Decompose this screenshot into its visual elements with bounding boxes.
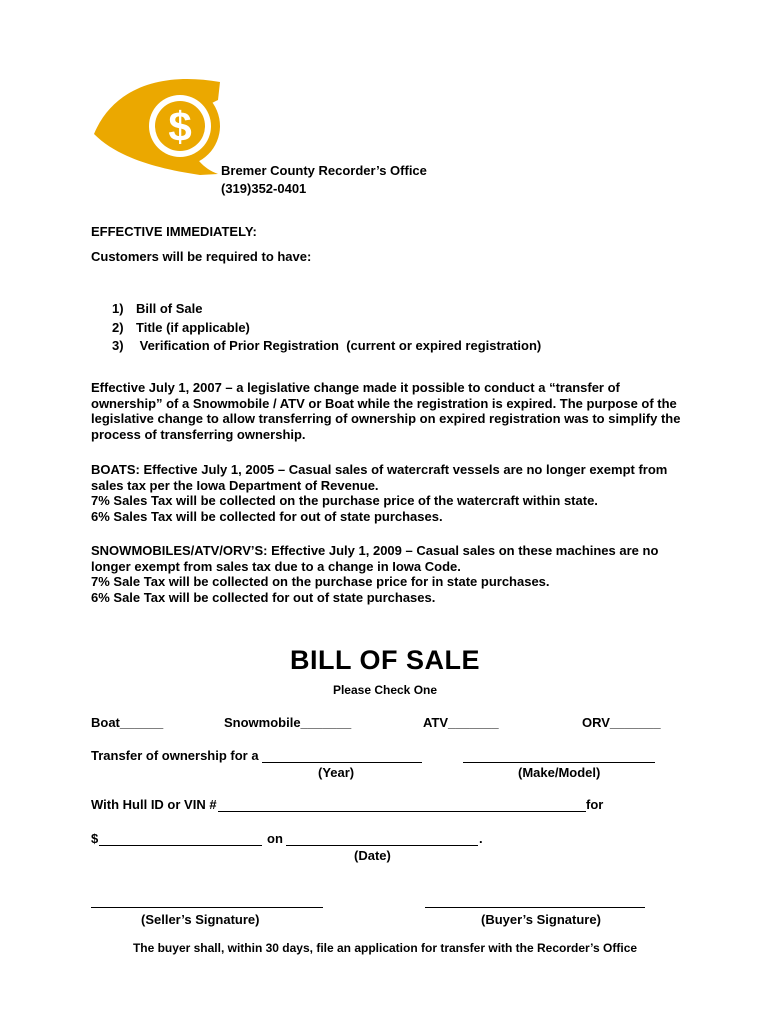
make-model-label: (Make/Model): [518, 765, 601, 780]
svg-text:$: $: [168, 103, 192, 150]
check-prompt: Please Check One: [332, 683, 438, 697]
list-item: 2) Title (if applicable): [112, 319, 250, 335]
dollar-label: $: [91, 831, 99, 846]
office-phone: (319)352-0401: [221, 181, 307, 196]
buyer-signature-field[interactable]: [425, 907, 645, 908]
make-model-field[interactable]: [463, 762, 655, 763]
date-field[interactable]: [286, 845, 478, 846]
paragraph-snowmobiles: SNOWMOBILES/ATV/ORV’S: Effective July 1, 2009 – Casual sales on these machines are no longer exempt from sales tax due to a change in Iowa Code. 7% Sale Tax will be collected on the purchase price for in state purchases. 6% Sale Tax will be collected for out of state purchases.: [91, 543, 659, 605]
transfer-label: Transfer of ownership for a: [91, 748, 259, 763]
office-name: Bremer County Recorder’s Office: [221, 163, 427, 178]
footer-note: The buyer shall, within 30 days, file an application for transfer with the Recorder’s Office: [132, 941, 638, 955]
bill-of-sale-title: BILL OF SALE: [289, 645, 480, 675]
dollar-logo-icon: [92, 72, 224, 176]
period: .: [479, 831, 483, 846]
price-field[interactable]: [99, 845, 262, 846]
paragraph-boats: BOATS: Effective July 1, 2005 – Casual sales of watercraft vessels are no longer exempt from sales tax per the Iowa Department of Revenue. 7% Sales Tax will be collected on the purchase price of the watercraft within state. 6% Sales Tax will be collected for out of state purchases.: [91, 462, 668, 524]
notice-heading: EFFECTIVE IMMEDIATELY:: [91, 224, 257, 239]
seller-signature-label: (Seller’s Signature): [141, 912, 260, 927]
paragraph-2007: Effective July 1, 2007 – a legislative change made it possible to conduct a “transfer of ownership” of a Snowmobile / ATV or Boat while the registration is expired. The purpose of the legislative change to allow transferring of ownership on expired registration was to simplify the process of transferring ownership.: [91, 380, 681, 442]
buyer-signature-label: (Buyer’s Signature): [481, 912, 601, 927]
hull-vin-field[interactable]: [218, 811, 586, 812]
year-label: (Year): [318, 765, 355, 780]
list-item: 3) Verification of Prior Registration (current or expired registration): [112, 338, 542, 353]
option-snowmobile[interactable]: Snowmobile_______: [224, 715, 352, 730]
notice-subheading: Customers will be required to have:: [91, 249, 312, 264]
option-atv[interactable]: ATV_______: [423, 715, 499, 730]
on-label: on: [267, 831, 283, 846]
date-label: (Date): [354, 848, 391, 863]
option-orv[interactable]: ORV_______: [582, 715, 661, 730]
for-label: for: [586, 797, 604, 812]
list-item: 1) Bill of Sale: [112, 301, 203, 316]
year-field[interactable]: [262, 762, 422, 763]
hull-label: With Hull ID or VIN #: [91, 797, 217, 812]
option-boat[interactable]: Boat______: [91, 715, 164, 730]
seller-signature-field[interactable]: [91, 907, 323, 908]
requirements-list: [112, 300, 541, 356]
